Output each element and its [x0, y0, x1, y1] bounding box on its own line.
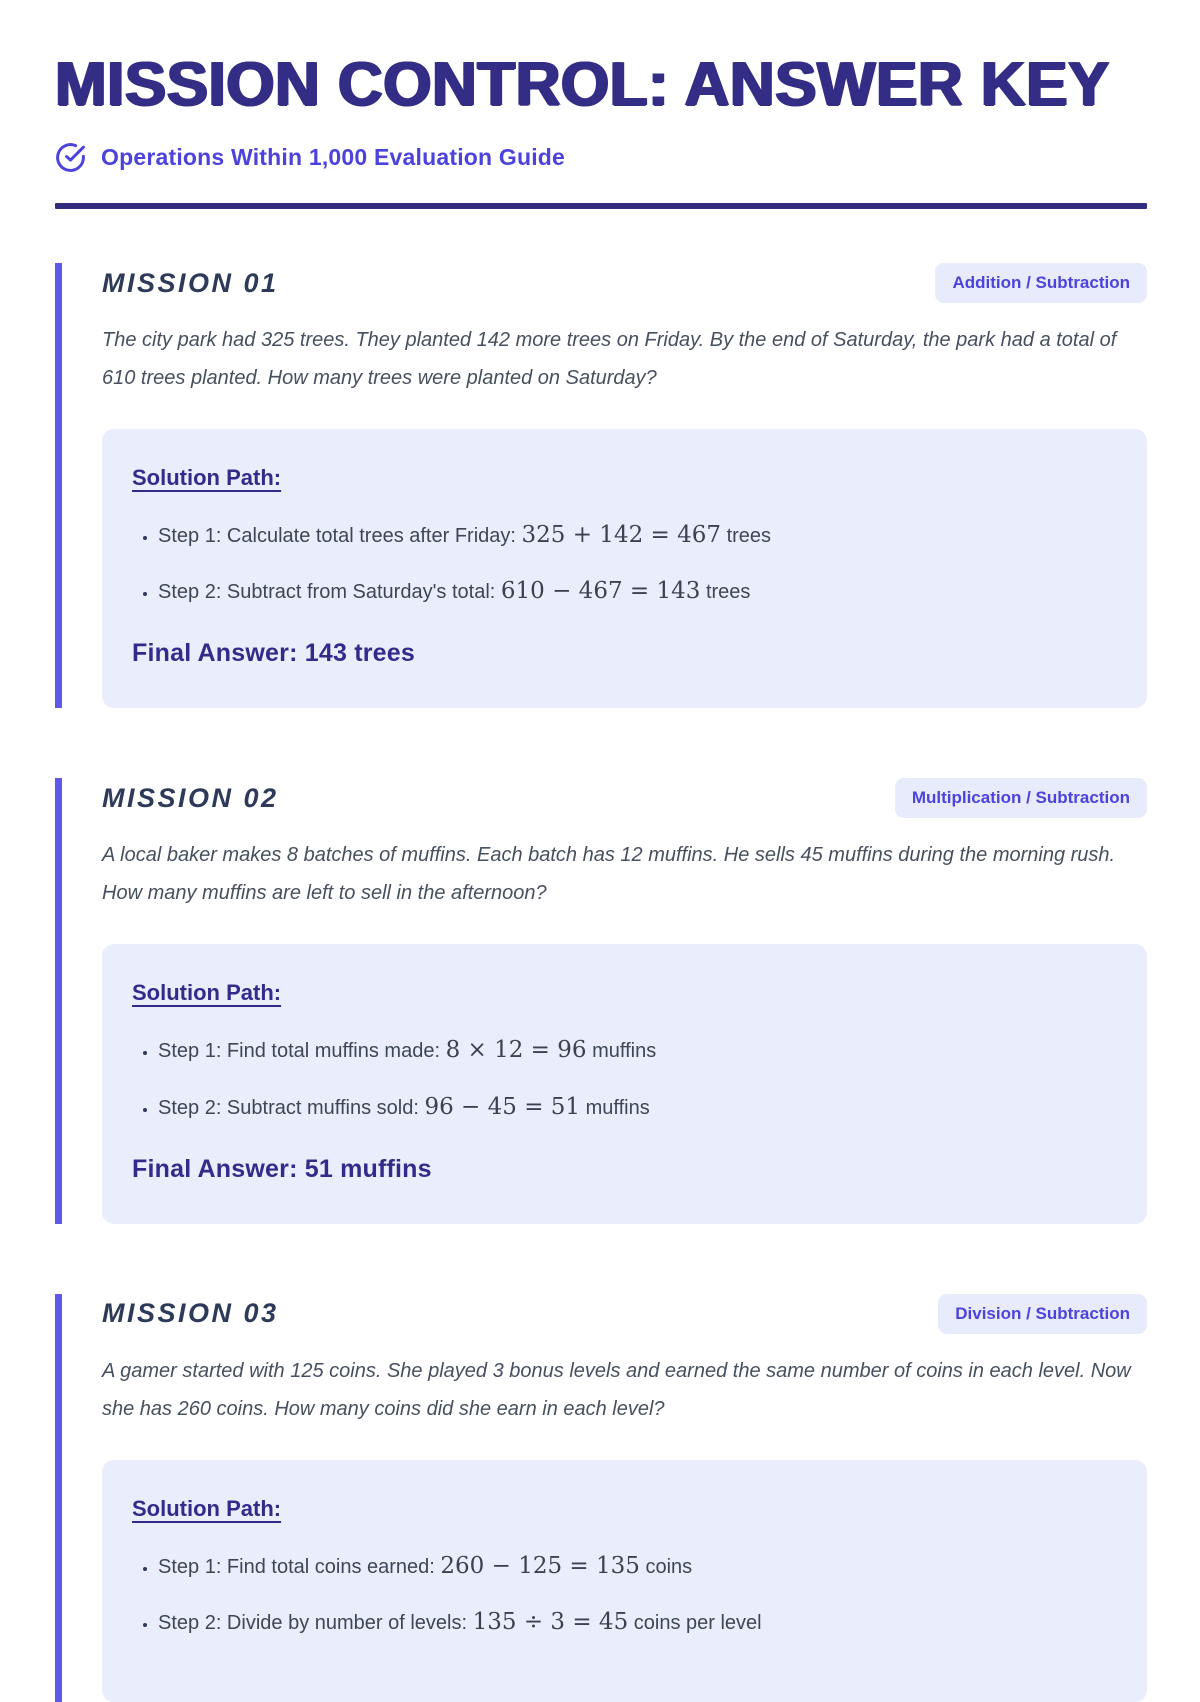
step-suffix: muffins — [585, 1096, 650, 1119]
solution-box — [102, 429, 1147, 708]
problem-text: A gamer started with 125 coins. She played 3 bonus levels and earned the same number of coins in each level. Now she has 260 coins. How many coins did she earn in each level? — [102, 1359, 1131, 1420]
mission-card-03 — [55, 1294, 1147, 1702]
final-answer: Final Answer: 51 muffins — [132, 1154, 432, 1183]
step-text: Step 2: Divide by number of levels: — [158, 1611, 468, 1634]
step-suffix: coins per level — [633, 1611, 762, 1634]
page-title: MISSION CONTROL: ANSWER KEY — [55, 50, 1110, 119]
step-text: Step 1: Find total muffins made: — [158, 1040, 441, 1063]
mission-badge: Multiplication / Subtraction — [895, 778, 1147, 818]
step-math: 260 − 125 = 135 — [440, 1552, 640, 1579]
solution-heading: Solution Path: — [132, 465, 282, 490]
solution-box — [102, 944, 1147, 1223]
subtitle-row — [55, 142, 1147, 173]
solution-step — [158, 1034, 1117, 1066]
solution-step — [158, 1606, 1117, 1638]
mission-header — [102, 263, 1147, 303]
mission-badge: Division / Subtraction — [938, 1294, 1147, 1334]
solution-steps — [132, 519, 1117, 607]
check-circle-icon — [55, 142, 86, 173]
header-divider — [55, 203, 1147, 209]
solution-steps — [132, 1034, 1117, 1122]
step-suffix: trees — [726, 525, 772, 547]
mission-title: MISSION 01 — [102, 267, 279, 298]
step-suffix: coins — [645, 1555, 693, 1578]
mission-header — [102, 1294, 1147, 1334]
mission-card-02 — [55, 778, 1147, 1223]
step-suffix: trees — [705, 581, 751, 604]
solution-box — [102, 1460, 1147, 1702]
page-subtitle: Operations Within 1,000 Evaluation Guide — [101, 144, 566, 170]
mission-header — [102, 778, 1147, 818]
problem-text: The city park had 325 trees. They planted 142 more trees on Friday. By the end of Saturday, the park had a total of 610 trees planted. How many trees were planted on Saturday? — [102, 329, 1117, 389]
step-text: Step 1: Find total coins earned: — [158, 1555, 435, 1578]
solution-step — [158, 1091, 1117, 1123]
step-math: 8 × 12 = 96 — [445, 1037, 587, 1064]
final-answer: Final Answer: 143 trees — [132, 639, 415, 668]
page-header — [55, 50, 1147, 209]
step-text: Step 1: Calculate total trees after Friday: — [158, 525, 516, 547]
mission-card-01 — [55, 263, 1147, 708]
solution-heading: Solution Path: — [132, 1495, 282, 1521]
step-text: Step 2: Subtract from Saturday's total: — [158, 581, 496, 604]
step-math: 96 − 45 = 51 — [424, 1093, 581, 1120]
step-math: 135 ÷ 3 = 45 — [472, 1608, 629, 1635]
solution-step — [158, 575, 1117, 607]
solution-step — [158, 519, 1117, 551]
mission-title: MISSION 03 — [102, 1298, 279, 1329]
problem-text: A local baker makes 8 batches of muffins. Each batch has 12 muffins. He sells 45 muffins during the morning rush. How many muffins are left to sell in the afternoon? — [102, 844, 1116, 905]
step-math: 325 + 142 = 467 — [521, 522, 722, 548]
step-text: Step 2: Subtract muffins sold: — [158, 1096, 419, 1119]
solution-steps — [132, 1550, 1117, 1638]
solution-heading: Solution Path: — [132, 980, 282, 1006]
step-suffix: muffins — [592, 1040, 657, 1063]
solution-step — [158, 1550, 1117, 1582]
mission-badge: Addition / Subtraction — [935, 263, 1147, 303]
mission-title: MISSION 02 — [102, 782, 279, 813]
step-math: 610 − 467 = 143 — [500, 578, 701, 605]
